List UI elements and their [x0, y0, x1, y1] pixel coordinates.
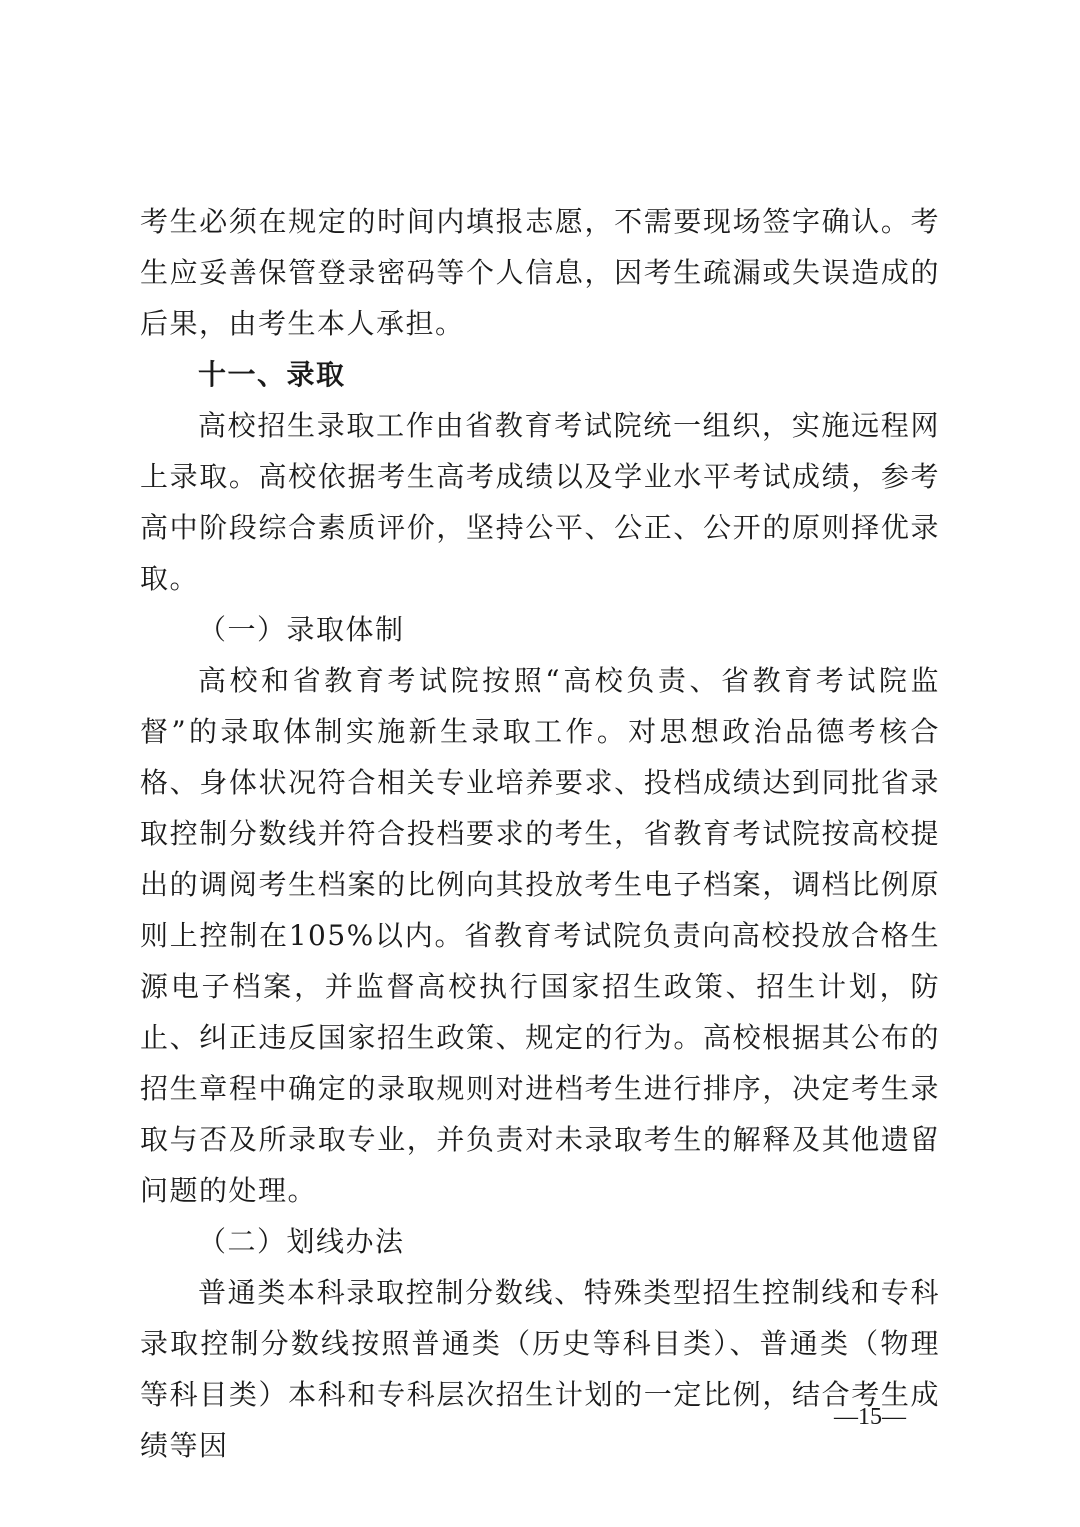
paragraph-cutoff-method: 普通类本科录取控制分数线、特殊类型招生控制线和专科录取控制分数线按照普通类（历史等科目类）、普通类（物理等科目类）本科和专科层次招生计划的一定比例，结合考生成绩等因: [140, 1276, 940, 1462]
paragraph-admission-overview: 高校招生录取工作由省教育考试院统一组织，实施远程网上录取。高校依据考生高考成绩以及学业水平考试成绩，参考高中阶段综合素质评价，坚持公平、公正、公开的原则择优录取。: [140, 409, 940, 595]
paragraph-admission-system: 高校和省教育考试院按照“高校负责、省教育考试院监督”的录取体制实施新生录取工作。对思想政治品德考核合格、身体状况符合相关专业培养要求、投档成绩达到同批省录取控制分数线并符合投档要求的考生，省教育考试院按高校提出的调阅考生档案的比例向其投放考生电子档案，调档比例原则上控制在105%以内。省教育考试院负责向高校投放合格生源电子档案，并监督高校执行国家招生政策、招生计划，防止、纠正违反国家招生政策、规定的行为。高校根据其公布的招生章程中确定的录取规则对进档考生进行排序，决定考生录取与否及所录取专业，并负责对未录取考生的解释及其他遗留问题的处理。: [140, 664, 940, 1207]
section-heading-admission: 十一、录取: [198, 358, 346, 391]
subheading-admission-system: （一）录取体制: [198, 613, 405, 646]
paragraph-applicant-responsibility: 考生必须在规定的时间内填报志愿，不需要现场签字确认。考生应妥善保管登录密码等个人信息，因考生疏漏或失误造成的后果，由考生本人承担。: [140, 205, 940, 340]
page-number: —15—: [834, 1404, 906, 1430]
document-body: [140, 196, 940, 1471]
subheading-cutoff-method: （二）划线办法: [198, 1225, 405, 1258]
